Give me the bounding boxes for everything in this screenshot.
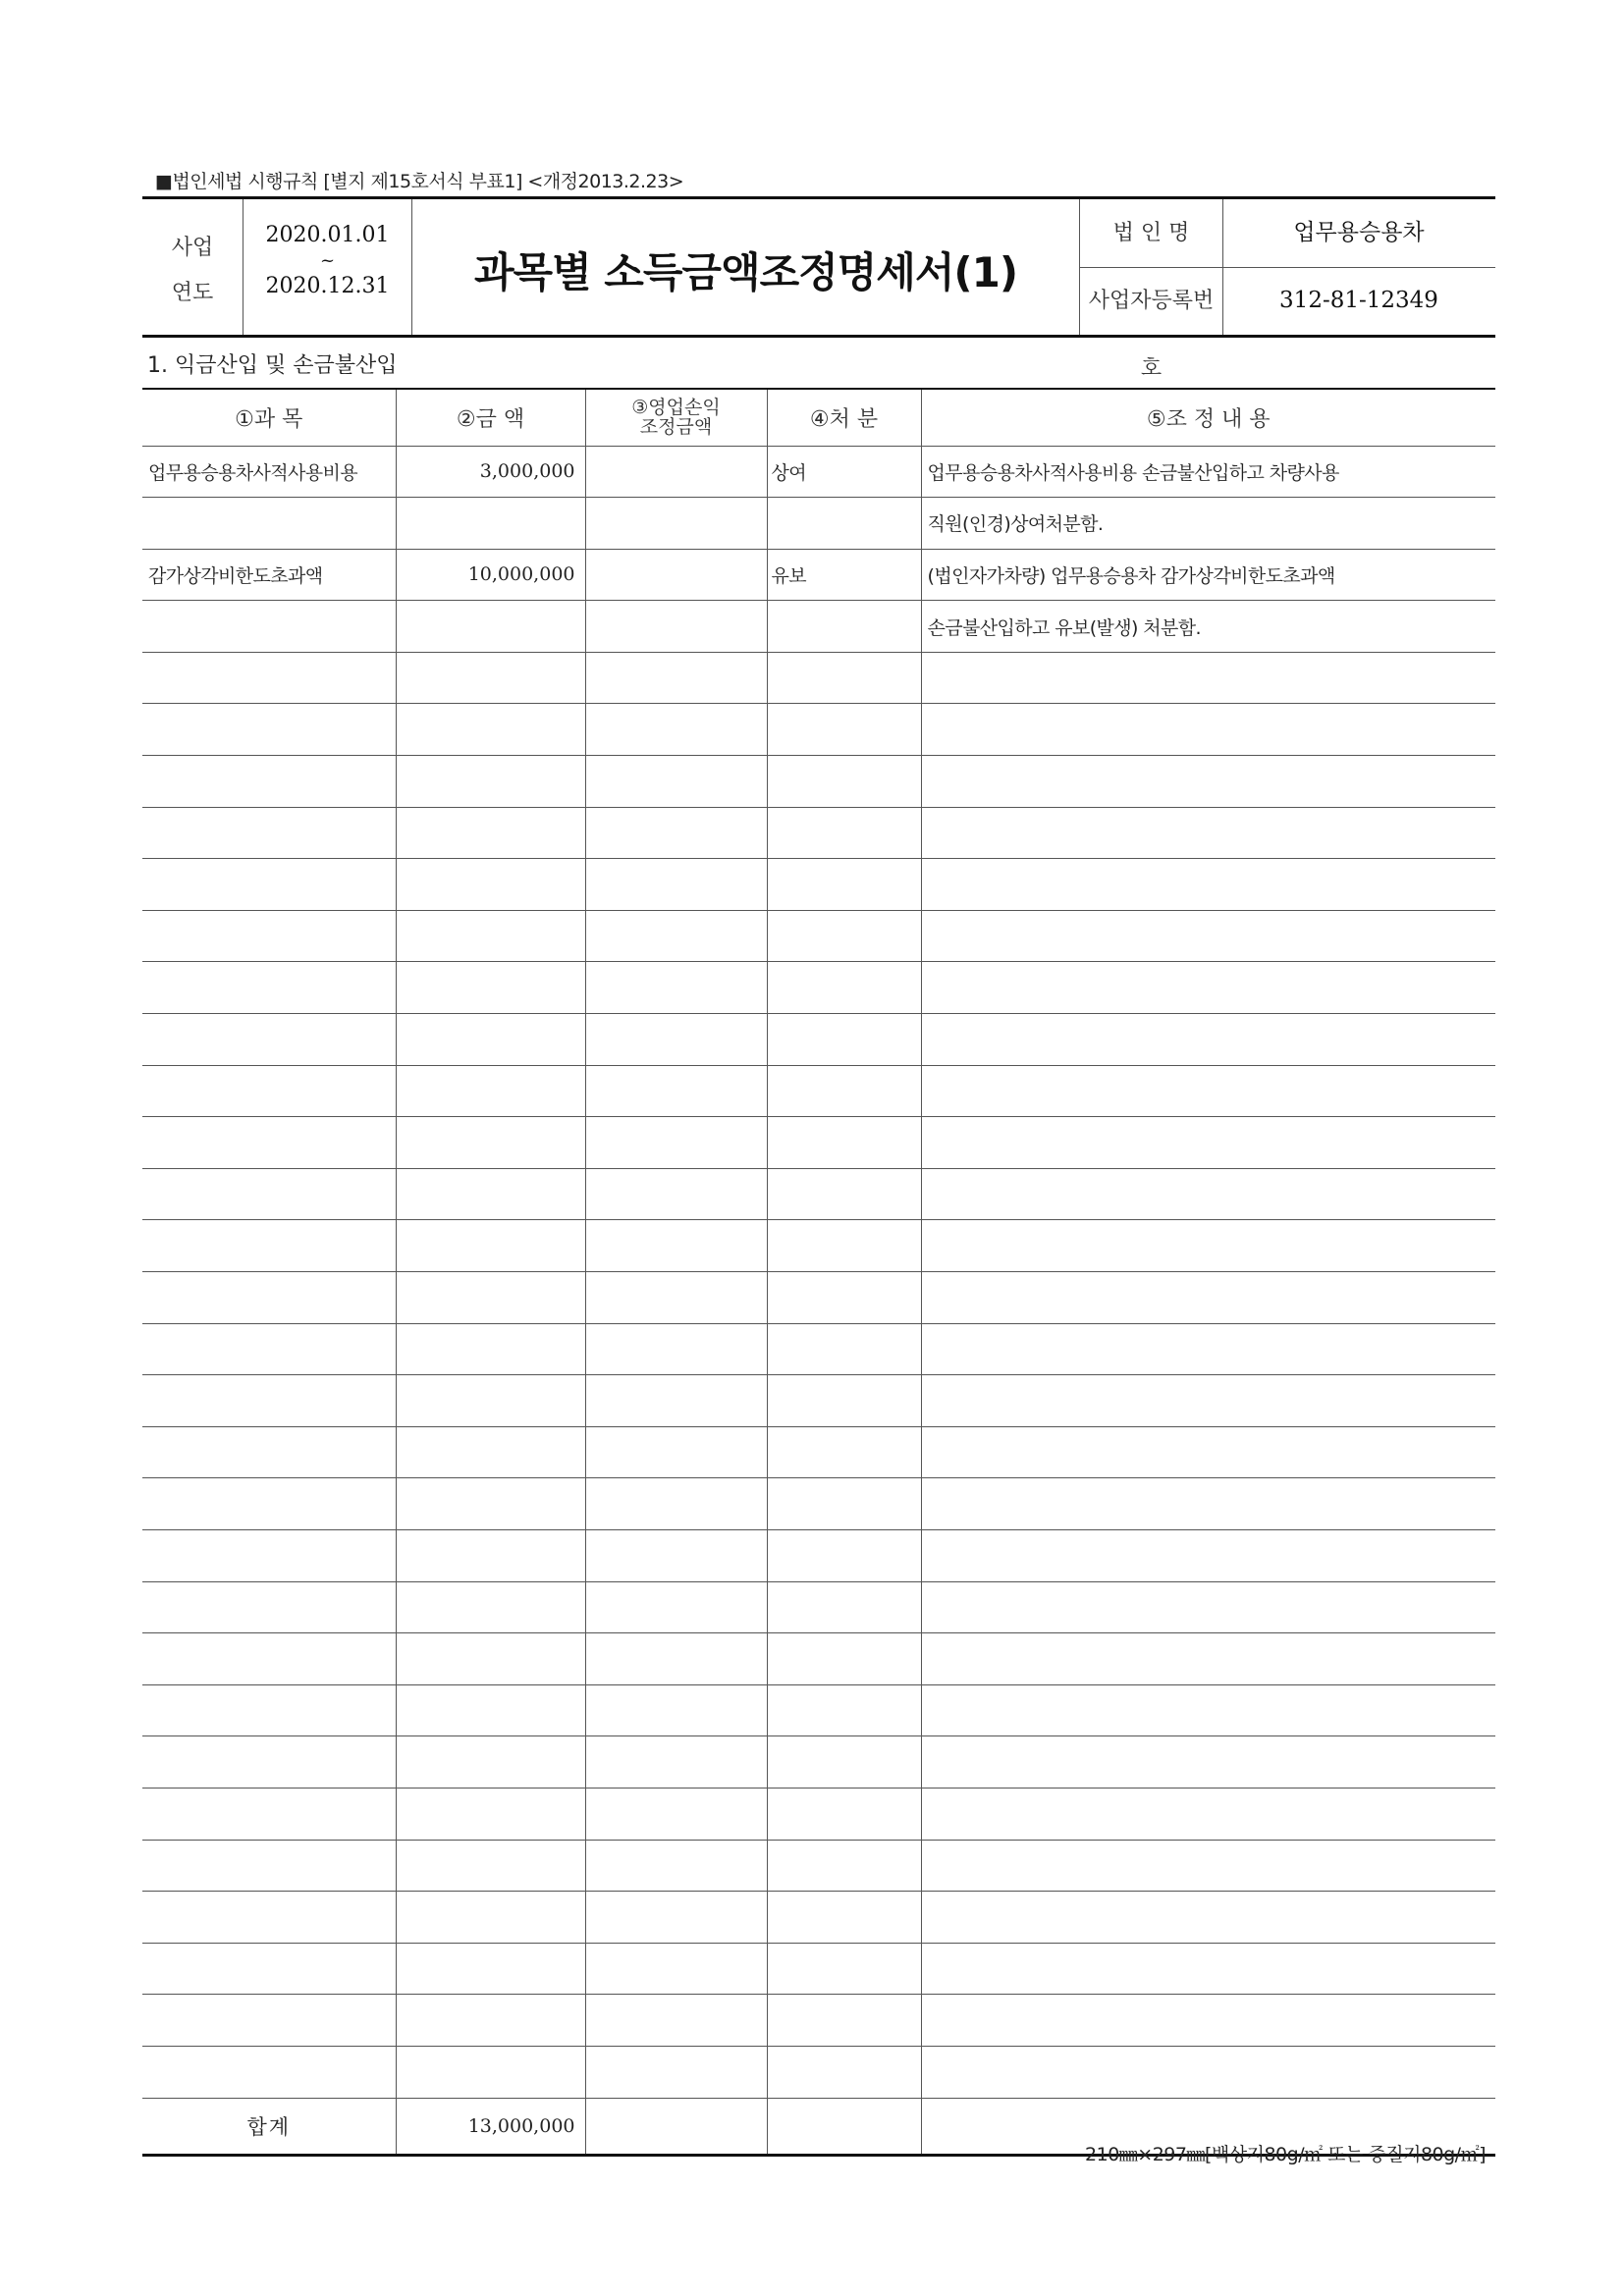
table-body bbox=[142, 446, 1495, 2098]
cell-disposition bbox=[767, 498, 921, 550]
header-disposition: ④처 분 bbox=[767, 389, 921, 446]
business-reg-number: 312-81-12349 bbox=[1279, 288, 1438, 313]
cell-operating-pl bbox=[585, 807, 767, 859]
table-row bbox=[142, 1995, 1495, 2047]
cell-amount bbox=[396, 1529, 585, 1581]
cell-amount: 3,000,000 bbox=[396, 446, 585, 498]
total-amount: 13,000,000 bbox=[396, 2098, 585, 2155]
cell-adjustment bbox=[921, 756, 1495, 808]
cell-amount bbox=[396, 1375, 585, 1427]
section-title: 1. 익금산입 및 손금불산입 bbox=[147, 353, 398, 378]
cell-adjustment bbox=[921, 652, 1495, 704]
cell-subject bbox=[142, 1736, 396, 1789]
header-amount: ②금 액 bbox=[396, 389, 585, 446]
table-row bbox=[142, 1581, 1495, 1633]
cell-adjustment bbox=[921, 1168, 1495, 1220]
table-row bbox=[142, 1014, 1495, 1066]
cell-disposition bbox=[767, 1014, 921, 1066]
table-row bbox=[142, 1323, 1495, 1375]
cell-subject: 감가상각비한도초과액 bbox=[142, 549, 396, 601]
cell-disposition bbox=[767, 962, 921, 1014]
header-subject: ①과 목 bbox=[142, 389, 396, 446]
table-row bbox=[142, 498, 1495, 550]
cell-operating-pl bbox=[585, 1220, 767, 1272]
total-disposition bbox=[767, 2098, 921, 2155]
adjustment-table bbox=[142, 388, 1495, 2157]
cell-disposition bbox=[767, 1426, 921, 1478]
cell-adjustment bbox=[921, 1840, 1495, 1892]
cell-operating-pl bbox=[585, 1943, 767, 1995]
cell-adjustment bbox=[921, 1426, 1495, 1478]
cell-operating-pl bbox=[585, 1272, 767, 1324]
cell-adjustment bbox=[921, 1014, 1495, 1066]
company-name-label: 법 인 명 bbox=[1080, 199, 1223, 267]
fiscal-year-label-2: 연도 bbox=[171, 281, 214, 305]
cell-amount bbox=[396, 1581, 585, 1633]
cell-subject bbox=[142, 1323, 396, 1375]
table-row bbox=[142, 1272, 1495, 1324]
cell-amount bbox=[396, 601, 585, 653]
cell-subject bbox=[142, 962, 396, 1014]
cell-disposition bbox=[767, 1323, 921, 1375]
cell-adjustment bbox=[921, 1684, 1495, 1736]
table-row bbox=[142, 859, 1495, 911]
cell-adjustment bbox=[921, 1478, 1495, 1530]
cell-disposition bbox=[767, 1684, 921, 1736]
cell-adjustment bbox=[921, 1788, 1495, 1840]
cell-amount bbox=[396, 498, 585, 550]
table-row bbox=[142, 962, 1495, 1014]
cell-operating-pl bbox=[585, 1375, 767, 1427]
table-row bbox=[142, 704, 1495, 756]
company-name-row bbox=[1080, 199, 1495, 268]
table-row bbox=[142, 549, 1495, 601]
table-row bbox=[142, 1788, 1495, 1840]
cell-disposition: 상여 bbox=[767, 446, 921, 498]
cell-adjustment bbox=[921, 910, 1495, 962]
cell-adjustment bbox=[921, 1892, 1495, 1944]
period-start: 2020.01.01 bbox=[265, 223, 390, 247]
table-row bbox=[142, 910, 1495, 962]
cell-adjustment bbox=[921, 2046, 1495, 2098]
total-operating-pl bbox=[585, 2098, 767, 2155]
cell-amount bbox=[396, 1220, 585, 1272]
cell-adjustment: (법인자가차량) 업무용승용차 감가상각비한도초과액 bbox=[921, 549, 1495, 601]
cell-subject bbox=[142, 1065, 396, 1117]
cell-amount bbox=[396, 1736, 585, 1789]
cell-adjustment bbox=[921, 1065, 1495, 1117]
cell-operating-pl bbox=[585, 1426, 767, 1478]
cell-disposition bbox=[767, 1788, 921, 1840]
cell-subject bbox=[142, 1581, 396, 1633]
cell-amount bbox=[396, 1117, 585, 1169]
cell-subject bbox=[142, 859, 396, 911]
fiscal-period bbox=[243, 199, 412, 335]
cell-disposition bbox=[767, 756, 921, 808]
cell-operating-pl bbox=[585, 704, 767, 756]
table-row bbox=[142, 1478, 1495, 1530]
form-title-cell bbox=[412, 199, 1080, 335]
cell-amount bbox=[396, 1892, 585, 1944]
cell-subject bbox=[142, 498, 396, 550]
cell-adjustment bbox=[921, 1736, 1495, 1789]
cell-operating-pl bbox=[585, 1840, 767, 1892]
company-info bbox=[1080, 199, 1495, 381]
cell-operating-pl bbox=[585, 652, 767, 704]
table-row bbox=[142, 1529, 1495, 1581]
cell-operating-pl bbox=[585, 910, 767, 962]
cell-amount bbox=[396, 1788, 585, 1840]
table-row bbox=[142, 1840, 1495, 1892]
cell-amount: 10,000,000 bbox=[396, 549, 585, 601]
cell-adjustment bbox=[921, 1943, 1495, 1995]
cell-adjustment bbox=[921, 1323, 1495, 1375]
cell-adjustment bbox=[921, 1220, 1495, 1272]
cell-disposition bbox=[767, 1168, 921, 1220]
cell-adjustment bbox=[921, 1375, 1495, 1427]
cell-subject bbox=[142, 1892, 396, 1944]
cell-amount bbox=[396, 2046, 585, 2098]
table-row bbox=[142, 1168, 1495, 1220]
table-row bbox=[142, 1736, 1495, 1789]
table-row bbox=[142, 756, 1495, 808]
cell-operating-pl bbox=[585, 1995, 767, 2047]
cell-operating-pl bbox=[585, 1478, 767, 1530]
cell-adjustment bbox=[921, 1117, 1495, 1169]
cell-operating-pl bbox=[585, 1065, 767, 1117]
cell-disposition bbox=[767, 1736, 921, 1789]
cell-adjustment bbox=[921, 704, 1495, 756]
company-name: 업무용승용차 bbox=[1293, 220, 1425, 245]
cell-adjustment bbox=[921, 1529, 1495, 1581]
cell-subject bbox=[142, 704, 396, 756]
cell-amount bbox=[396, 1426, 585, 1478]
cell-subject bbox=[142, 1633, 396, 1685]
cell-operating-pl bbox=[585, 859, 767, 911]
table-row bbox=[142, 1943, 1495, 1995]
cell-disposition bbox=[767, 2046, 921, 2098]
cell-amount bbox=[396, 859, 585, 911]
cell-operating-pl bbox=[585, 1736, 767, 1789]
table-row bbox=[142, 2046, 1495, 2098]
cell-amount bbox=[396, 704, 585, 756]
table-row bbox=[142, 1117, 1495, 1169]
cell-subject bbox=[142, 1995, 396, 2047]
cell-operating-pl bbox=[585, 1788, 767, 1840]
table-row bbox=[142, 601, 1495, 653]
cell-operating-pl bbox=[585, 1014, 767, 1066]
fiscal-year-label bbox=[142, 199, 243, 335]
table-row bbox=[142, 807, 1495, 859]
cell-subject bbox=[142, 1788, 396, 1840]
cell-subject bbox=[142, 1943, 396, 1995]
cell-disposition bbox=[767, 1581, 921, 1633]
cell-amount bbox=[396, 910, 585, 962]
table-row bbox=[142, 446, 1495, 498]
cell-subject bbox=[142, 1840, 396, 1892]
cell-subject bbox=[142, 1014, 396, 1066]
cell-disposition bbox=[767, 1272, 921, 1324]
cell-subject bbox=[142, 1375, 396, 1427]
cell-operating-pl bbox=[585, 446, 767, 498]
cell-subject bbox=[142, 1117, 396, 1169]
cell-disposition bbox=[767, 1529, 921, 1581]
cell-operating-pl bbox=[585, 601, 767, 653]
cell-operating-pl bbox=[585, 756, 767, 808]
cell-subject bbox=[142, 1272, 396, 1324]
header-operating-pl bbox=[585, 389, 767, 446]
cell-amount bbox=[396, 1272, 585, 1324]
cell-subject bbox=[142, 1220, 396, 1272]
cell-operating-pl bbox=[585, 2046, 767, 2098]
table-row bbox=[142, 1065, 1495, 1117]
cell-operating-pl bbox=[585, 549, 767, 601]
cell-adjustment: 손금불산입하고 유보(발생) 처분함. bbox=[921, 601, 1495, 653]
cell-amount bbox=[396, 1014, 585, 1066]
table-row bbox=[142, 652, 1495, 704]
cell-disposition bbox=[767, 1220, 921, 1272]
cell-adjustment bbox=[921, 1995, 1495, 2047]
cell-subject bbox=[142, 1684, 396, 1736]
cell-adjustment bbox=[921, 859, 1495, 911]
cell-disposition bbox=[767, 1892, 921, 1944]
period-separator: ~ bbox=[319, 250, 336, 271]
cell-disposition bbox=[767, 910, 921, 962]
cell-subject bbox=[142, 1529, 396, 1581]
cell-adjustment bbox=[921, 1633, 1495, 1685]
table-row bbox=[142, 1375, 1495, 1427]
table-row bbox=[142, 1684, 1495, 1736]
cell-operating-pl bbox=[585, 1684, 767, 1736]
cell-adjustment: 업무용승용차사적사용비용 손금불산입하고 차량사용 bbox=[921, 446, 1495, 498]
header-operating-pl-line1: ③영업손익 bbox=[631, 397, 721, 419]
cell-disposition bbox=[767, 807, 921, 859]
cell-subject: 업무용승용차사적사용비용 bbox=[142, 446, 396, 498]
paper-spec: 210㎜×297㎜[백상지80g/㎡ 또는 중질지80g/㎡] bbox=[1085, 2144, 1486, 2165]
cell-adjustment bbox=[921, 962, 1495, 1014]
cell-operating-pl bbox=[585, 1633, 767, 1685]
cell-disposition: 유보 bbox=[767, 549, 921, 601]
table-row bbox=[142, 1426, 1495, 1478]
cell-amount bbox=[396, 1168, 585, 1220]
cell-subject bbox=[142, 1426, 396, 1478]
header-adjustment: ⑤조 정 내 용 bbox=[921, 389, 1495, 446]
cell-disposition bbox=[767, 1478, 921, 1530]
table-row bbox=[142, 1892, 1495, 1944]
cell-disposition bbox=[767, 652, 921, 704]
cell-amount bbox=[396, 1323, 585, 1375]
cell-operating-pl bbox=[585, 1117, 767, 1169]
cell-operating-pl bbox=[585, 1581, 767, 1633]
cell-disposition bbox=[767, 1943, 921, 1995]
cell-disposition bbox=[767, 601, 921, 653]
cell-disposition bbox=[767, 1995, 921, 2047]
cell-disposition bbox=[767, 1375, 921, 1427]
cell-adjustment bbox=[921, 1272, 1495, 1324]
cell-disposition bbox=[767, 1633, 921, 1685]
cell-amount bbox=[396, 1478, 585, 1530]
cell-amount bbox=[396, 1995, 585, 2047]
form-reference: ■법인세법 시행규칙 [별지 제15호서식 부표1] <개정2013.2.23> bbox=[155, 171, 684, 192]
cell-amount bbox=[396, 756, 585, 808]
cell-amount bbox=[396, 1633, 585, 1685]
period-end: 2020.12.31 bbox=[265, 274, 390, 298]
cell-operating-pl bbox=[585, 498, 767, 550]
total-label: 합계 bbox=[142, 2098, 396, 2155]
cell-amount bbox=[396, 807, 585, 859]
cell-disposition bbox=[767, 1065, 921, 1117]
cell-disposition bbox=[767, 1117, 921, 1169]
cell-operating-pl bbox=[585, 1529, 767, 1581]
cell-subject bbox=[142, 756, 396, 808]
cell-subject bbox=[142, 652, 396, 704]
cell-amount bbox=[396, 1684, 585, 1736]
cell-subject bbox=[142, 1168, 396, 1220]
cell-amount bbox=[396, 1840, 585, 1892]
cell-subject bbox=[142, 601, 396, 653]
business-reg-row bbox=[1080, 267, 1495, 381]
cell-adjustment bbox=[921, 1581, 1495, 1633]
business-reg-label: 사업자등록번호 bbox=[1080, 267, 1223, 335]
cell-amount bbox=[396, 962, 585, 1014]
cell-subject bbox=[142, 910, 396, 962]
table-row bbox=[142, 1633, 1495, 1685]
header-operating-pl-line2: 조정금액 bbox=[639, 416, 713, 439]
cell-operating-pl bbox=[585, 962, 767, 1014]
cell-operating-pl bbox=[585, 1892, 767, 1944]
cell-amount bbox=[396, 1065, 585, 1117]
cell-amount bbox=[396, 1943, 585, 1995]
cell-subject bbox=[142, 2046, 396, 2098]
cell-disposition bbox=[767, 1840, 921, 1892]
cell-subject bbox=[142, 1478, 396, 1530]
table-row bbox=[142, 1220, 1495, 1272]
table-header-row bbox=[142, 389, 1495, 446]
cell-operating-pl bbox=[585, 1323, 767, 1375]
cell-amount bbox=[396, 652, 585, 704]
cell-subject bbox=[142, 807, 396, 859]
cell-operating-pl bbox=[585, 1168, 767, 1220]
fiscal-year-label-1: 사업 bbox=[171, 236, 214, 260]
cell-disposition bbox=[767, 859, 921, 911]
cell-disposition bbox=[767, 704, 921, 756]
form-title: 과목별 소득금액조정명세서(1) bbox=[473, 248, 1018, 296]
cell-adjustment: 직원(인경)상여처분함. bbox=[921, 498, 1495, 550]
cell-adjustment bbox=[921, 807, 1495, 859]
